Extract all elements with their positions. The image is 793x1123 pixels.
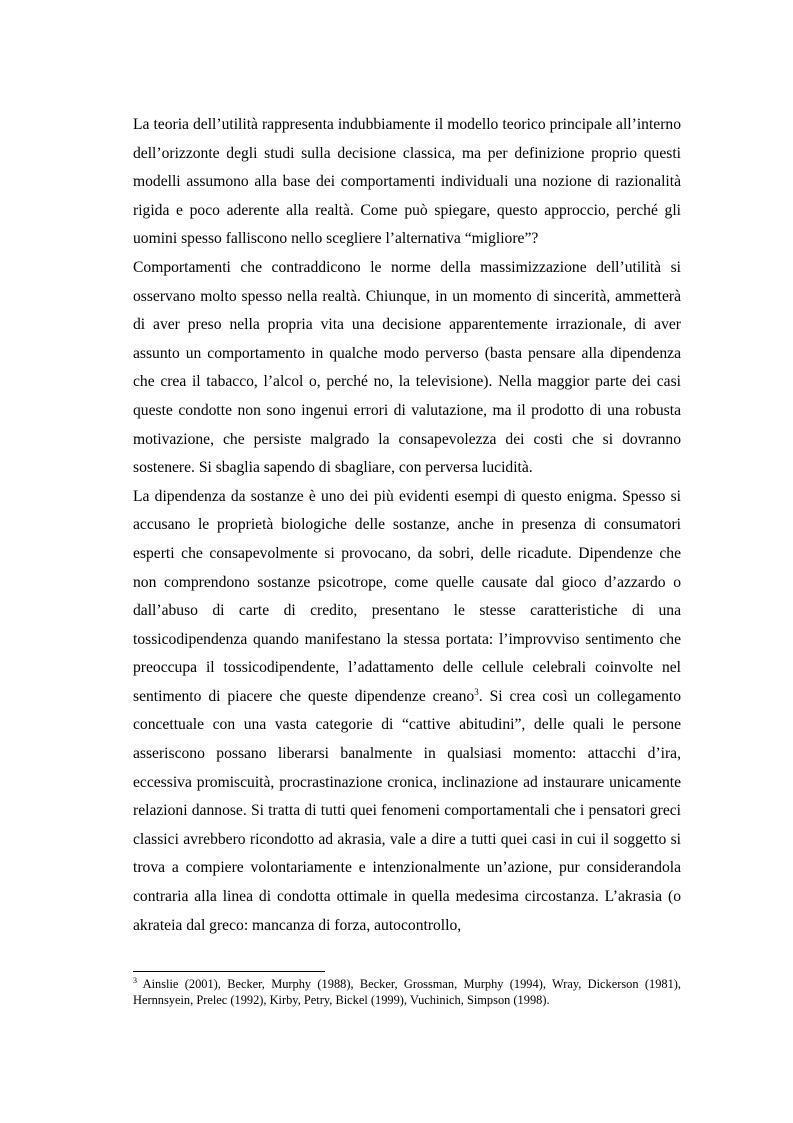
paragraph-text-after-note: . Si crea così un collegamento concettuale con una vasta categorie di “cattive abitudini”, delle quali le persone asseriscono possano liberarsi banalmente in qualsiasi momento: attacchi d’ira, eccessiva promiscuità, procrastinazione cronica, inclinazione ad instaurare unicamente relazioni dannose. Si tratta di tutti quei fenomeni comportamentali che i pensatori greci classici avrebbero ricondotto ad akrasia, vale a dire a tutti quei casi in cui il soggetto si trova a compiere volontariamente e intenzionalmente un’azione, pur considerandola contraria alla linea di condotta ottimale in quella medesima circostanza. L’akrasia (o akrateia dal greco: mancanza di forza, autocontrollo, [133, 687, 681, 934]
paragraph-text-before-note: La dipendenza da sostanze è uno dei più evidenti esempi di questo enigma. Spesso si accusano le proprietà biologiche delle sostanze, anche in presenza di consumatori esperti che consapevolmente si provocano, da sobri, delle ricadute. Dipendenze che non comprendono sostanze psicotrope, come quelle causate dal gioco d’azzardo o dall’abuso di carte di credito, presentano le stesse caratteristiche di una tossicodipendenza quando manifestano la stessa portata: l’improvviso sentimento che preoccupa il tossicodipendente, l’adattamento delle cellule celebrali coinvolte nel sentimento di piacere che queste dipendenze creano [133, 487, 681, 705]
paragraph-contradictory-behaviours: Comportamenti che contraddicono le norme della massimizzazione dell’utilità si osservano molto spesso nella realtà. Chiunque, in un momento di sincerità, ammetterà di aver preso nella propria vita una decisione apparentemente irrazionale, di aver assunto un comportamento in qualche modo perverso (basta pensare alla dipendenza che crea il tabacco, l’alcol o, perché no, la televisione). Nella maggior parte dei casi queste condotte non sono ingenui errori di valutazione, ma il prodotto di una robusta motivazione, che persiste malgrado la consapevolezza dei costi che si dovranno sostenere. Si sbaglia sapendo di sbagliare, con perversa lucidità. [133, 258, 681, 477]
document-body [133, 111, 681, 940]
footnote-text: Ainslie (2001), Becker, Murphy (1988), Becker, Grossman, Murphy (1994), Wray, Dickerson (1981), Hernnsyein, Prelec (1992), Kirby, Petry, Bickel (1999), Vuchinich, Simpson (1998). [133, 977, 682, 1007]
footnote-reference[interactable]: 3 [474, 686, 479, 697]
footnote [133, 976, 681, 1008]
footnote-number: 3 [133, 975, 137, 985]
paragraph-substance-dependence [133, 483, 681, 941]
footnote-separator [133, 971, 325, 972]
paragraph-utility-theory: La teoria dell’utilità rappresenta indubbiamente il modello teorico principale all’interno dell’orizzonte degli studi sulla decisione classica, ma per definizione proprio questi modelli assumono alla base dei comportamenti individuali una nozione di razionalità rigida e poco aderente alla realtà. Come può spiegare, questo approccio, perché gli uomini spesso falliscono nello scegliere l’alternativa “migliore”? [133, 116, 681, 248]
